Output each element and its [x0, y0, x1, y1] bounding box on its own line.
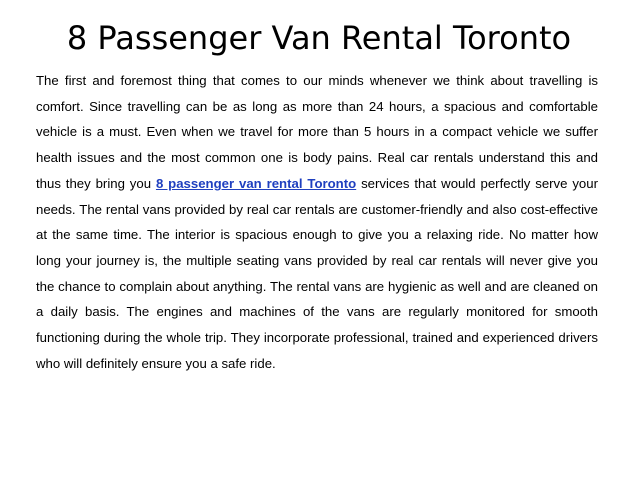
- paragraph-text-before-link: The first and foremost thing that comes to our minds whenever we think about travelling is comfort. Since travelling can be as long as more than 24 hours, a spacious and comfortable vehicle is a must. Even when we travel for more than 5 hours in a compact vehicle we suffer health issues and the most common one is body pains. Real car rentals understand this and thus they bring you: [36, 73, 598, 191]
- paragraph-text-after-link: services that would perfectly serve your needs. The rental vans provided by real car rentals are customer-friendly and also cost-effective at the same time. The interior is spacious enough to give you a relaxing ride. No matter how long your journey is, the multiple seating vans provided by real car rentals will never give you the chance to complain about anything. The rental vans are hygienic as well and are cleaned on a daily basis. The engines and machines of the vans are regularly monitored for smooth functioning during the whole trip. They incorporate professional, trained and experienced drivers who will definitely ensure you a safe ride.: [36, 175, 598, 371]
- slide-title: 8 Passenger Van Rental Toronto: [66, 19, 572, 57]
- van-rental-link[interactable]: 8 passenger van rental Toronto: [155, 175, 357, 191]
- body-paragraph: [36, 68, 598, 376]
